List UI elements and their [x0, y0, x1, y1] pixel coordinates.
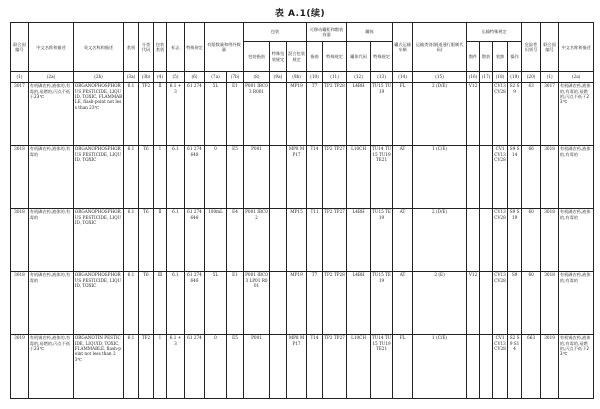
- cell-transport-category: 1 (C/E): [413, 334, 467, 398]
- cell-class-code: T6: [139, 208, 154, 271]
- column-number: (8): [244, 72, 270, 82]
- table-row: [11, 208, 594, 271]
- cell-hazard-id: 60: [522, 208, 541, 271]
- cell-en-name: ORGANOPHOSPHORUS PESTICIDE, LIQUID, TOXIC: [74, 271, 124, 334]
- header-special-packing: 特殊包装规定: [270, 42, 287, 72]
- table-row: [11, 145, 594, 208]
- cell-mixed-packing: MP8 MP17: [287, 334, 307, 398]
- cell-operation: S9 S14: [508, 145, 522, 208]
- cell-label: 6.1: [167, 145, 185, 208]
- cell-bulk: [480, 334, 493, 398]
- cell-rtank-special: TU15 TE19: [371, 208, 393, 271]
- cell-un-no: 3018: [11, 145, 29, 208]
- column-number: (2b): [74, 72, 124, 82]
- column-number: (17): [480, 72, 493, 82]
- header-tank-instructions: 指南: [307, 42, 323, 72]
- header-packages: 散件: [467, 42, 480, 72]
- cell-tank-instructions: T14: [307, 145, 323, 208]
- cell-label: 6.1: [167, 208, 185, 271]
- column-number: (7b): [227, 72, 244, 82]
- cell-rtank-special: TU14 TU15 TU19 TE21: [371, 145, 393, 208]
- cell-packages: [467, 334, 480, 398]
- cell-un-no: 3018: [11, 271, 29, 334]
- header-packing-instructions: 包装指南: [244, 42, 270, 72]
- cell-excepted-qty: E4: [227, 208, 244, 271]
- cell-packing-group: Ⅱ: [154, 208, 167, 271]
- cell-cn-name: 有机磷农药,液体的,有毒的: [29, 271, 74, 334]
- cell-cn-name-right: 有机锡农药,液体的,有毒的,易燃的,闪点不低于23℃: [559, 334, 594, 398]
- cell-mixed-packing: MP15: [287, 208, 307, 271]
- cell-cn-name-right: 有机磷农药,液体的,有毒的: [559, 271, 594, 334]
- cell-packing-instructions: P001 IBC03 LP01 R001: [244, 271, 270, 334]
- header-hazard-id: 危险性识别号: [522, 23, 541, 72]
- cell-tank-instructions: T14: [307, 334, 323, 398]
- cell-cn-name: 有机磷农药,液体的,有毒的,易燃的,闪点不低于23℃: [29, 82, 74, 145]
- cell-tank-instructions: T7: [307, 271, 323, 334]
- cell-loading: CV13 CV28: [493, 208, 508, 271]
- cell-rtank-special: TU14 TU15 TU19 TE21: [371, 334, 393, 398]
- cell-bulk: [480, 271, 493, 334]
- header-portable-tanks: 可移动罐柜和散装容器: [307, 23, 347, 42]
- column-number: (5): [167, 72, 185, 82]
- column-number: (15): [413, 72, 467, 82]
- cell-special-packing: [270, 208, 287, 271]
- table-row: [11, 82, 594, 145]
- column-number: (13): [371, 72, 393, 82]
- column-number: (18): [493, 72, 508, 82]
- table-body: [11, 82, 594, 398]
- header-limited-excepted: 有限数量和例外数量: [205, 23, 244, 72]
- cell-class: 6.1: [124, 334, 139, 398]
- cell-packing-group: Ⅲ: [154, 271, 167, 334]
- cell-loading: CV13 CV28: [493, 82, 508, 145]
- column-number: (1): [11, 72, 29, 82]
- dangerous-goods-table: [10, 22, 594, 399]
- cell-special-provisions: 61 274 648: [185, 208, 205, 271]
- cell-tank-code: L4BH: [347, 82, 371, 145]
- cell-mixed-packing: MP8 MP17: [287, 145, 307, 208]
- header-transport-special: 运输特殊规定: [467, 23, 522, 42]
- header-tank-code: 罐体代码: [347, 42, 371, 72]
- cell-tank-code: L10CH: [347, 145, 371, 208]
- cell-hazard-id: 663: [522, 334, 541, 398]
- cell-un-no-right: 3018: [541, 145, 559, 208]
- cell-operation: S2 S9 S14: [508, 334, 522, 398]
- table-row: [11, 271, 594, 334]
- cell-cn-name-right: 有机磷农药,液体的,有毒的: [559, 208, 594, 271]
- cell-special-packing: [270, 271, 287, 334]
- cell-special-provisions: 61 274: [185, 82, 205, 145]
- cell-loading: CV13 CV28: [493, 271, 508, 334]
- cell-cn-name: 有机磷农药,液体的,有毒的: [29, 145, 74, 208]
- cell-class-code: T6: [139, 145, 154, 208]
- column-number: (10): [307, 72, 323, 82]
- cell-tank-special: TP2 TP27: [323, 208, 347, 271]
- header-un-no-right: 联合国编号: [541, 23, 559, 72]
- cell-en-name: ORGANOPHOSPHORUS PESTICIDE, LIQUID, TOXIC: [74, 208, 124, 271]
- cell-en-name: ORGANOTIN PESTICIDE, LIQUID, TOXIC, FLAMMABLE, flash-point not less than 23℃: [74, 334, 124, 398]
- cell-cn-name-right: 有机磷农药,液体的,有毒的,易燃的,闪点不低于23℃: [559, 82, 594, 145]
- column-number: (20): [522, 72, 541, 82]
- cell-hazard-id: 63: [522, 82, 541, 145]
- cell-tank-code: L10CH: [347, 334, 371, 398]
- column-number: (3a): [124, 72, 139, 82]
- header-packing: 包装: [244, 23, 307, 42]
- cell-transport-category: 2 (E): [413, 271, 467, 334]
- cell-label: 6.1 + 3: [167, 334, 185, 398]
- cell-special-packing: [270, 82, 287, 145]
- cell-packing-instructions: P001: [244, 145, 270, 208]
- cell-limited-qty: 5L: [205, 271, 227, 334]
- cell-cn-name: 有机锡农药,液体的,有毒的,易燃的,闪点不低于23℃: [29, 334, 74, 398]
- cell-bulk: [480, 145, 493, 208]
- column-number: (9a): [270, 72, 287, 82]
- table-row: [11, 334, 594, 398]
- cell-limited-qty: 0: [205, 334, 227, 398]
- cell-transport-category: 2 (D/E): [413, 82, 467, 145]
- cell-en-name: ORGANOPHOSPHORUS PESTICIDE, LIQUID, TOXIC: [74, 145, 124, 208]
- cell-transport-category: 2 (D/E): [413, 208, 467, 271]
- cell-rtank-special: TU15 TU19: [371, 82, 393, 145]
- cell-operation: S9: [508, 271, 522, 334]
- cell-packing-group: Ⅰ: [154, 334, 167, 398]
- cell-tank-vehicle: AT: [393, 145, 413, 208]
- cell-transport-category: 1 (C/E): [413, 145, 467, 208]
- cell-class: 6.1: [124, 208, 139, 271]
- header-tanks: 罐体: [347, 23, 393, 42]
- cell-hazard-id: 60: [522, 271, 541, 334]
- cell-special-provisions: 61 274 648: [185, 271, 205, 334]
- column-number: (1): [541, 72, 559, 82]
- cell-cn-name-right: 有机磷农药,液体的,有毒的: [559, 145, 594, 208]
- cell-tank-vehicle: FL: [393, 82, 413, 145]
- cell-en-name: ORGANOPHOSPHORUS PESTICIDE, LIQUID, TOXIC, FLAMMABLE, flash-point not less than 23℃: [74, 82, 124, 145]
- cell-packages: V12: [467, 82, 480, 145]
- column-number: (16): [467, 72, 480, 82]
- cell-class-code: TF2: [139, 334, 154, 398]
- cell-excepted-qty: E1: [227, 82, 244, 145]
- cell-packing-instructions: P001 IBC03 R001: [244, 82, 270, 145]
- cell-excepted-qty: E1: [227, 271, 244, 334]
- cell-packages: [467, 145, 480, 208]
- cell-class: 6.1: [124, 145, 139, 208]
- cell-un-no-right: 3018: [541, 271, 559, 334]
- cell-packing-group: Ⅱ: [154, 82, 167, 145]
- cell-bulk: [480, 208, 493, 271]
- cell-tank-special: TP2 TP27: [323, 334, 347, 398]
- header-transport-category: 运输类别(隧道通行限制代码): [413, 23, 467, 72]
- header-class: 类别: [124, 23, 139, 72]
- column-number: (9b): [287, 72, 307, 82]
- cell-un-no: 3019: [11, 334, 29, 398]
- column-number: (2a): [559, 72, 594, 82]
- cell-tank-vehicle: AT: [393, 271, 413, 334]
- cell-operation: S9 S19: [508, 208, 522, 271]
- cell-packing-group: Ⅰ: [154, 145, 167, 208]
- cell-tank-code: L4BH: [347, 271, 371, 334]
- cell-tank-special: TP2 TP28: [323, 82, 347, 145]
- header-label: 标志: [167, 23, 185, 72]
- cell-un-no-right: 3017: [541, 82, 559, 145]
- column-number: (6): [185, 72, 205, 82]
- cell-packing-instructions: P001 IBC02: [244, 208, 270, 271]
- column-number: (19): [508, 72, 522, 82]
- header-un-no: 联合国编号: [11, 23, 29, 72]
- column-number: (2a): [29, 72, 74, 82]
- cell-cn-name: 有机磷农药,液体的,有毒的: [29, 208, 74, 271]
- header-class-code: 分类代码: [139, 23, 154, 72]
- column-number: (11): [323, 72, 347, 82]
- column-number: (7a): [205, 72, 227, 82]
- column-number: (4): [154, 72, 167, 82]
- column-number: (12): [347, 72, 371, 82]
- header-en-name: 英文名称和描述: [74, 23, 124, 72]
- cell-tank-instructions: T11: [307, 208, 323, 271]
- cell-mixed-packing: MP19: [287, 271, 307, 334]
- cell-rtank-special: TU15 TE19: [371, 271, 393, 334]
- cell-class-code: TF2: [139, 82, 154, 145]
- header-tank-vehicle: 罐式运输车辆: [393, 23, 413, 72]
- header-special-provisions: 特殊规定: [185, 23, 205, 72]
- header-bulk: 散装: [480, 42, 493, 72]
- cell-packages: [467, 208, 480, 271]
- header-packing-group: 包装类别: [154, 23, 167, 72]
- cell-class-code: T6: [139, 271, 154, 334]
- header-cn-name-right: 中文名称和描述: [559, 23, 594, 72]
- cell-mixed-packing: MP19: [287, 82, 307, 145]
- cell-special-packing: [270, 145, 287, 208]
- cell-label: 6.1 + 3: [167, 82, 185, 145]
- header-tank-special: 特殊规定: [323, 42, 347, 72]
- cell-operation: S2 S9: [508, 82, 522, 145]
- page-title: 表 A.1(续): [274, 9, 326, 19]
- cell-un-no: 3017: [11, 82, 29, 145]
- cell-tank-vehicle: FL: [393, 334, 413, 398]
- column-number: (14): [393, 72, 413, 82]
- cell-un-no-right: 3018: [541, 208, 559, 271]
- cell-tank-code: L4BH: [347, 208, 371, 271]
- header-mixed-packing: 混合包装规定: [287, 42, 307, 72]
- header-loading: 装卸: [493, 42, 508, 72]
- cell-limited-qty: 5L: [205, 82, 227, 145]
- cell-loading: CV1 CV13 CV28: [493, 334, 508, 398]
- cell-tank-vehicle: AT: [393, 208, 413, 271]
- cell-tank-instructions: T7: [307, 82, 323, 145]
- cell-excepted-qty: E5: [227, 145, 244, 208]
- cell-label: 6.1: [167, 271, 185, 334]
- cell-class: 6.1: [124, 82, 139, 145]
- cell-packages: V12: [467, 271, 480, 334]
- cell-tank-special: TP2 TP28: [323, 271, 347, 334]
- cell-un-no-right: 3019: [541, 334, 559, 398]
- cell-class: 6.1: [124, 271, 139, 334]
- column-number: (3b): [139, 72, 154, 82]
- cell-excepted-qty: E5: [227, 334, 244, 398]
- column-number-row: [11, 72, 594, 82]
- header-cn-name: 中文名称和描述: [29, 23, 74, 72]
- header-rtank-special: 特殊规定: [371, 42, 393, 72]
- cell-tank-special: TP2 TP27: [323, 145, 347, 208]
- cell-special-provisions: 61 274: [185, 334, 205, 398]
- cell-limited-qty: 0: [205, 145, 227, 208]
- cell-hazard-id: 66: [522, 145, 541, 208]
- cell-limited-qty: 100mL: [205, 208, 227, 271]
- cell-special-packing: [270, 334, 287, 398]
- header-operation: 操作: [508, 42, 522, 72]
- cell-special-provisions: 61 274 648: [185, 145, 205, 208]
- cell-un-no: 3018: [11, 208, 29, 271]
- cell-bulk: [480, 82, 493, 145]
- cell-loading: CV1 CV13 CV28: [493, 145, 508, 208]
- cell-packing-instructions: P001: [244, 334, 270, 398]
